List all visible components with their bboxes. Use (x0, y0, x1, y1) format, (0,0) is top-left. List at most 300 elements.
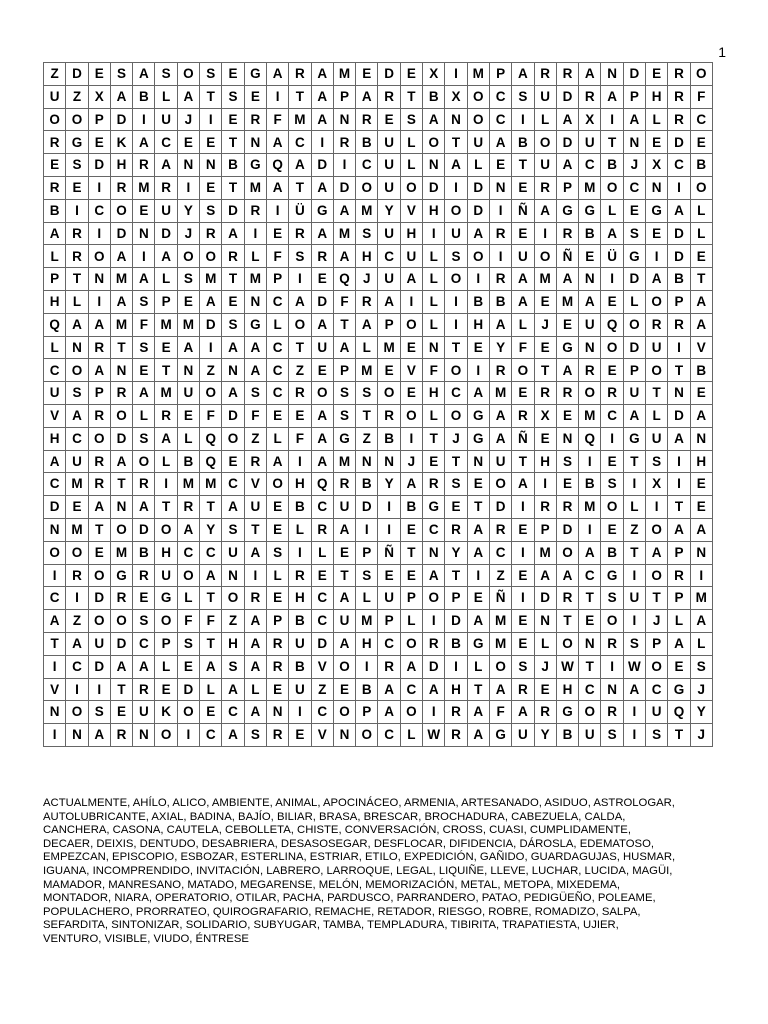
grid-cell: T (289, 176, 311, 199)
grid-cell: A (668, 632, 690, 655)
grid-cell: R (88, 404, 110, 427)
grid-cell: U (133, 701, 155, 724)
grid-cell: R (110, 176, 132, 199)
grid-cell: R (489, 518, 511, 541)
grid-cell: I (445, 290, 467, 313)
grid-cell: U (489, 450, 511, 473)
grid-cell: J (356, 268, 378, 291)
grid-cell: A (88, 496, 110, 519)
grid-cell: E (512, 176, 534, 199)
grid-cell: S (356, 564, 378, 587)
grid-cell: F (200, 610, 222, 633)
grid-cell: T (445, 336, 467, 359)
grid-cell: S (155, 63, 177, 86)
grid-cell: N (66, 724, 88, 747)
grid-cell: E (222, 290, 244, 313)
grid-cell: L (690, 199, 712, 222)
grid-cell: C (177, 541, 199, 564)
grid-cell: N (133, 724, 155, 747)
grid-cell: O (400, 632, 422, 655)
grid-cell: R (333, 473, 355, 496)
grid-cell: Y (690, 701, 712, 724)
grid-cell: C (266, 382, 288, 405)
grid-cell: M (333, 450, 355, 473)
grid-cell: B (378, 427, 400, 450)
grid-cell: Q (668, 701, 690, 724)
grid-cell: N (556, 427, 578, 450)
grid-cell: U (155, 564, 177, 587)
grid-cell: R (133, 678, 155, 701)
grid-cell: F (423, 359, 445, 382)
grid-cell: B (601, 154, 623, 177)
grid-cell: R (155, 176, 177, 199)
grid-cell: E (512, 610, 534, 633)
grid-cell: C (222, 473, 244, 496)
grid-cell: P (266, 268, 288, 291)
grid-cell: C (311, 610, 333, 633)
grid-cell: O (467, 245, 489, 268)
grid-cell: R (534, 176, 556, 199)
grid-cell: T (155, 496, 177, 519)
grid-cell: D (423, 176, 445, 199)
grid-cell: R (110, 382, 132, 405)
grid-cell: N (601, 678, 623, 701)
grid-cell: J (534, 313, 556, 336)
grid-cell: N (333, 724, 355, 747)
grid-cell: T (289, 336, 311, 359)
grid-cell: U (579, 131, 601, 154)
grid-cell: R (668, 85, 690, 108)
grid-cell: I (445, 655, 467, 678)
grid-cell: O (155, 610, 177, 633)
grid-cell: A (266, 63, 288, 86)
grid-cell: E (601, 450, 623, 473)
grid-cell: A (690, 290, 712, 313)
grid-cell: A (467, 541, 489, 564)
grid-cell: I (177, 724, 199, 747)
grid-cell: I (88, 290, 110, 313)
grid-cell: O (311, 382, 333, 405)
grid-cell: A (44, 610, 66, 633)
grid-cell: R (88, 336, 110, 359)
grid-cell: I (200, 336, 222, 359)
grid-cell: U (623, 587, 645, 610)
grid-cell: S (200, 199, 222, 222)
grid-cell: O (177, 63, 199, 86)
grid-cell: E (378, 564, 400, 587)
grid-cell: L (646, 404, 668, 427)
grid-cell: X (445, 85, 467, 108)
grid-cell: S (556, 450, 578, 473)
grid-cell: O (445, 359, 467, 382)
grid-cell: E (601, 518, 623, 541)
grid-cell: R (133, 154, 155, 177)
grid-row (44, 632, 713, 655)
grid-cell: A (534, 199, 556, 222)
grid-cell: C (489, 541, 511, 564)
grid-cell: L (244, 245, 266, 268)
grid-cell: N (222, 564, 244, 587)
grid-cell: Z (244, 427, 266, 450)
grid-cell: M (177, 473, 199, 496)
grid-cell: I (623, 564, 645, 587)
grid-cell: I (445, 63, 467, 86)
grid-cell: S (177, 632, 199, 655)
grid-cell: A (378, 290, 400, 313)
grid-cell: D (66, 63, 88, 86)
grid-cell: M (133, 176, 155, 199)
grid-cell: E (668, 655, 690, 678)
grid-cell: E (534, 678, 556, 701)
grid-cell: O (467, 85, 489, 108)
grid-cell: A (489, 131, 511, 154)
grid-cell: A (356, 85, 378, 108)
grid-cell: E (311, 268, 333, 291)
grid-cell: O (155, 724, 177, 747)
grid-cell: N (668, 382, 690, 405)
grid-cell: C (445, 382, 467, 405)
grid-cell: S (66, 154, 88, 177)
grid-cell: V (311, 724, 333, 747)
grid-cell: A (66, 404, 88, 427)
grid-cell: A (601, 85, 623, 108)
grid-cell: A (467, 701, 489, 724)
grid-cell: T (110, 678, 132, 701)
grid-cell: U (88, 632, 110, 655)
grid-cell: O (646, 564, 668, 587)
grid-cell: Y (445, 541, 467, 564)
grid-cell: R (489, 359, 511, 382)
grid-cell: B (512, 131, 534, 154)
grid-cell: F (333, 290, 355, 313)
grid-cell: J (534, 655, 556, 678)
grid-cell: Y (177, 199, 199, 222)
grid-cell: A (200, 564, 222, 587)
grid-cell: O (222, 427, 244, 450)
grid-cell: A (489, 313, 511, 336)
grid-cell: T (244, 518, 266, 541)
grid-cell: J (690, 724, 712, 747)
grid-cell: E (512, 382, 534, 405)
grid-cell: E (133, 359, 155, 382)
grid-cell: I (467, 268, 489, 291)
grid-row (44, 154, 713, 177)
grid-cell: A (556, 564, 578, 587)
grid-cell: T (222, 268, 244, 291)
grid-cell: I (623, 701, 645, 724)
grid-cell: J (445, 427, 467, 450)
grid-cell: A (244, 655, 266, 678)
grid-cell: K (110, 131, 132, 154)
grid-cell: D (668, 222, 690, 245)
grid-cell: F (177, 610, 199, 633)
grid-cell: P (155, 632, 177, 655)
grid-cell: M (467, 63, 489, 86)
grid-cell: A (133, 63, 155, 86)
grid-cell: H (423, 199, 445, 222)
grid-cell: Ñ (512, 427, 534, 450)
grid-cell: M (356, 359, 378, 382)
grid-cell: P (378, 610, 400, 633)
grid-cell: N (423, 541, 445, 564)
grid-cell: O (512, 359, 534, 382)
grid-cell: A (690, 518, 712, 541)
grid-cell: E (556, 313, 578, 336)
grid-cell: M (66, 518, 88, 541)
grid-cell: I (88, 176, 110, 199)
grid-cell: E (579, 245, 601, 268)
grid-cell: R (668, 108, 690, 131)
grid-cell: A (311, 450, 333, 473)
grid-cell: D (356, 496, 378, 519)
grid-cell: P (445, 587, 467, 610)
grid-cell: A (668, 427, 690, 450)
grid-cell: U (155, 108, 177, 131)
grid-cell: T (66, 268, 88, 291)
grid-row (44, 404, 713, 427)
grid-cell: A (222, 496, 244, 519)
grid-cell: C (601, 404, 623, 427)
grid-cell: U (378, 222, 400, 245)
grid-cell: N (534, 610, 556, 633)
grid-cell: E (200, 131, 222, 154)
grid-cell: H (222, 632, 244, 655)
grid-cell: O (579, 382, 601, 405)
grid-cell: A (177, 336, 199, 359)
grid-cell: S (646, 724, 668, 747)
grid-cell: G (467, 632, 489, 655)
grid-cell: C (690, 108, 712, 131)
grid-cell: E (356, 63, 378, 86)
grid-cell: O (177, 564, 199, 587)
grid-cell: I (512, 496, 534, 519)
grid-cell: R (489, 222, 511, 245)
grid-cell: M (489, 382, 511, 405)
grid-cell: O (66, 541, 88, 564)
grid-cell: R (579, 359, 601, 382)
grid-cell: G (423, 496, 445, 519)
grid-cell: P (646, 632, 668, 655)
grid-cell: A (311, 427, 333, 450)
grid-cell: E (177, 404, 199, 427)
grid-cell: A (423, 564, 445, 587)
grid-cell: I (88, 222, 110, 245)
grid-cell: I (512, 108, 534, 131)
grid-cell: N (445, 108, 467, 131)
grid-cell: L (356, 336, 378, 359)
grid-cell: N (200, 154, 222, 177)
grid-cell: B (400, 496, 422, 519)
grid-cell: B (445, 632, 467, 655)
grid-cell: F (266, 108, 288, 131)
grid-cell: T (222, 176, 244, 199)
grid-cell: A (623, 404, 645, 427)
grid-cell: T (579, 587, 601, 610)
grid-cell: E (512, 222, 534, 245)
grid-cell: E (534, 336, 556, 359)
grid-cell: A (88, 724, 110, 747)
grid-cell: O (66, 359, 88, 382)
grid-cell: A (155, 154, 177, 177)
grid-cell: B (356, 131, 378, 154)
grid-cell: Q (333, 268, 355, 291)
grid-row (44, 655, 713, 678)
grid-cell: L (423, 313, 445, 336)
grid-cell: L (512, 313, 534, 336)
grid-cell: I (668, 336, 690, 359)
grid-cell: O (333, 655, 355, 678)
grid-cell: R (445, 724, 467, 747)
grid-cell: H (155, 541, 177, 564)
grid-cell: L (133, 404, 155, 427)
grid-row (44, 222, 713, 245)
grid-cell: N (623, 131, 645, 154)
grid-cell: R (489, 268, 511, 291)
grid-cell: I (423, 610, 445, 633)
grid-cell: Y (378, 199, 400, 222)
grid-cell: P (400, 587, 422, 610)
grid-cell: A (155, 427, 177, 450)
grid-row (44, 587, 713, 610)
grid-cell: I (155, 473, 177, 496)
grid-cell: H (44, 427, 66, 450)
grid-cell: A (333, 632, 355, 655)
grid-cell: O (400, 176, 422, 199)
grid-row (44, 63, 713, 86)
grid-cell: N (646, 176, 668, 199)
grid-cell: H (400, 222, 422, 245)
grid-cell: G (155, 587, 177, 610)
grid-cell: O (66, 701, 88, 724)
grid-cell: D (378, 63, 400, 86)
grid-cell: L (200, 678, 222, 701)
grid-cell: T (556, 610, 578, 633)
grid-cell: A (200, 655, 222, 678)
grid-cell: J (646, 610, 668, 633)
grid-cell: I (489, 199, 511, 222)
grid-cell: I (266, 199, 288, 222)
grid-cell: E (155, 678, 177, 701)
grid-cell: Ü (289, 199, 311, 222)
grid-cell: I (579, 450, 601, 473)
grid-cell: M (200, 473, 222, 496)
grid-cell: E (378, 359, 400, 382)
grid-cell: R (244, 587, 266, 610)
grid-cell: P (44, 268, 66, 291)
grid-cell: A (489, 404, 511, 427)
grid-cell: A (489, 678, 511, 701)
grid-cell: A (467, 382, 489, 405)
grid-row (44, 382, 713, 405)
grid-cell: B (489, 290, 511, 313)
grid-cell: R (110, 587, 132, 610)
grid-cell: B (423, 85, 445, 108)
grid-cell: A (110, 655, 132, 678)
grid-cell: E (467, 587, 489, 610)
grid-cell: X (579, 108, 601, 131)
grid-cell: C (155, 131, 177, 154)
grid-cell: A (244, 336, 266, 359)
grid-cell: Q (579, 427, 601, 450)
grid-cell: I (534, 473, 556, 496)
grid-cell: I (400, 290, 422, 313)
grid-cell: R (601, 382, 623, 405)
grid-cell: A (579, 63, 601, 86)
grid-cell: R (66, 245, 88, 268)
grid-cell: Z (623, 518, 645, 541)
grid-cell: O (133, 450, 155, 473)
grid-cell: A (512, 63, 534, 86)
grid-cell: E (690, 496, 712, 519)
grid-cell: E (601, 359, 623, 382)
grid-cell: I (601, 427, 623, 450)
grid-cell: I (512, 541, 534, 564)
grid-cell: O (400, 701, 422, 724)
grid-cell: U (44, 85, 66, 108)
grid-cell: A (668, 199, 690, 222)
grid-cell: T (467, 678, 489, 701)
grid-cell: U (646, 427, 668, 450)
grid-cell: U (378, 176, 400, 199)
grid-cell: T (200, 85, 222, 108)
grid-cell: L (623, 290, 645, 313)
grid-cell: M (244, 176, 266, 199)
grid-cell: I (601, 108, 623, 131)
grid-cell: A (244, 541, 266, 564)
grid-cell: R (266, 724, 288, 747)
grid-cell: E (623, 199, 645, 222)
grid-cell: A (646, 268, 668, 291)
grid-cell: E (378, 108, 400, 131)
grid-cell: V (400, 359, 422, 382)
grid-cell: I (244, 564, 266, 587)
grid-cell: I (423, 222, 445, 245)
grid-cell: B (133, 85, 155, 108)
grid-cell: S (400, 108, 422, 131)
grid-cell: L (423, 268, 445, 291)
grid-cell: I (601, 655, 623, 678)
grid-cell: G (668, 678, 690, 701)
grid-cell: N (601, 63, 623, 86)
grid-cell: A (133, 655, 155, 678)
grid-cell: S (601, 724, 623, 747)
grid-cell: C (44, 359, 66, 382)
grid-cell: M (378, 336, 400, 359)
grid-cell: V (400, 199, 422, 222)
grid-row (44, 245, 713, 268)
grid-cell: N (489, 176, 511, 199)
grid-cell: O (601, 176, 623, 199)
grid-cell: G (601, 564, 623, 587)
grid-cell: R (66, 222, 88, 245)
grid-cell: I (534, 222, 556, 245)
grid-cell: N (244, 131, 266, 154)
grid-cell: U (155, 199, 177, 222)
grid-cell: A (467, 610, 489, 633)
grid-cell: P (623, 359, 645, 382)
grid-cell: V (690, 336, 712, 359)
grid-cell: P (378, 313, 400, 336)
grid-cell: E (177, 290, 199, 313)
grid-cell: D (88, 655, 110, 678)
grid-cell: C (378, 245, 400, 268)
grid-cell: R (423, 632, 445, 655)
grid-cell: L (44, 245, 66, 268)
grid-cell: G (623, 245, 645, 268)
grid-cell: T (467, 496, 489, 519)
grid-cell: S (512, 85, 534, 108)
grid-cell: E (579, 610, 601, 633)
